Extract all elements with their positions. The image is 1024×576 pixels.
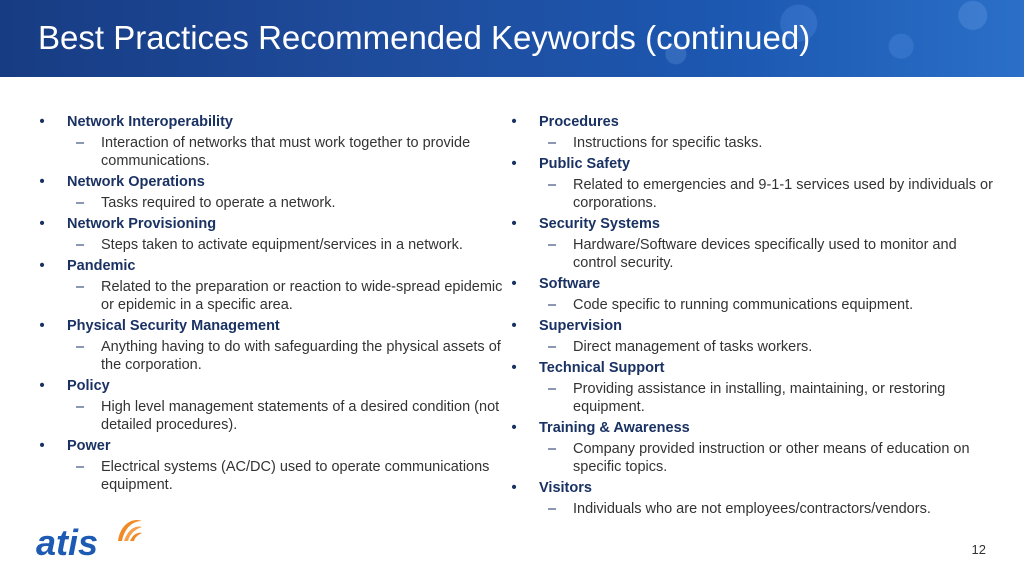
dash-icon: – bbox=[548, 501, 557, 517]
bullet-icon: • bbox=[511, 420, 517, 436]
keyword-description-text: Interaction of networks that must work together to provide communications. bbox=[101, 135, 471, 169]
bullet-icon: • bbox=[511, 156, 517, 172]
keyword-description-text: Hardware/Software devices specifically used to monitor and control security. bbox=[573, 237, 957, 271]
keyword-description bbox=[508, 500, 998, 518]
dash-icon: – bbox=[548, 237, 557, 253]
dash-icon: – bbox=[76, 339, 85, 355]
keyword-description-text: Related to the preparation or reaction to wide-spread epidemic or epidemic in a specific area. bbox=[101, 279, 503, 313]
keyword-description bbox=[36, 194, 506, 212]
keyword-description bbox=[36, 236, 506, 254]
keyword-description bbox=[508, 176, 998, 212]
keyword-description-text: Anything having to do with safeguarding the physical assets of the corporation. bbox=[101, 339, 501, 373]
bullet-icon: • bbox=[511, 360, 517, 376]
keyword-description-text: Individuals who are not employees/contractors/vendors. bbox=[573, 501, 931, 517]
keyword-term bbox=[508, 155, 998, 173]
keyword-term-label: Technical Support bbox=[539, 360, 665, 376]
keyword-description bbox=[36, 338, 506, 374]
keyword-term bbox=[508, 359, 998, 377]
right-keyword-list bbox=[508, 110, 998, 518]
keyword-term-label: Pandemic bbox=[67, 258, 136, 274]
dash-icon: – bbox=[76, 135, 85, 151]
keyword-term-label: Supervision bbox=[539, 318, 622, 334]
keyword-description bbox=[508, 440, 998, 476]
keyword-description bbox=[36, 398, 506, 434]
keyword-description-text: Electrical systems (AC/DC) used to operate communications equipment. bbox=[101, 459, 490, 493]
keyword-term-label: Software bbox=[539, 276, 601, 292]
keyword-term bbox=[508, 275, 998, 293]
dash-icon: – bbox=[548, 135, 557, 151]
title-banner bbox=[0, 0, 1024, 77]
keyword-term bbox=[508, 479, 998, 497]
keyword-term-label: Training & Awareness bbox=[539, 420, 690, 436]
bullet-icon: • bbox=[39, 174, 45, 190]
dash-icon: – bbox=[548, 339, 557, 355]
dash-icon: – bbox=[548, 297, 557, 313]
atis-logo bbox=[36, 515, 146, 560]
keyword-description-text: Company provided instruction or other means of education on specific topics. bbox=[573, 441, 970, 475]
keyword-description-text: Tasks required to operate a network. bbox=[101, 195, 336, 211]
bullet-icon: • bbox=[39, 438, 45, 454]
keyword-term-label: Policy bbox=[67, 378, 110, 394]
keyword-term bbox=[508, 317, 998, 335]
keyword-term bbox=[36, 317, 506, 335]
keyword-description-text: Instructions for specific tasks. bbox=[573, 135, 763, 151]
keyword-term-label: Physical Security Management bbox=[67, 318, 280, 334]
keyword-description-text: Related to emergencies and 9-1-1 services used by individuals or corporations. bbox=[573, 177, 993, 211]
dash-icon: – bbox=[548, 381, 557, 397]
keyword-description-text: Providing assistance in installing, maintaining, or restoring equipment. bbox=[573, 381, 946, 415]
dash-icon: – bbox=[76, 195, 85, 211]
keyword-term bbox=[36, 173, 506, 191]
logo-wordmark: atis bbox=[36, 522, 99, 560]
bullet-icon: • bbox=[39, 114, 45, 130]
keyword-term-label: Network Interoperability bbox=[67, 114, 233, 130]
keyword-term-label: Visitors bbox=[539, 480, 592, 496]
bullet-icon: • bbox=[39, 318, 45, 334]
keyword-description bbox=[508, 236, 998, 272]
page-number: 12 bbox=[971, 542, 986, 557]
keyword-description bbox=[508, 338, 998, 356]
keyword-description bbox=[36, 278, 506, 314]
dash-icon: – bbox=[548, 441, 557, 457]
slide-title: Best Practices Recommended Keywords (continued) bbox=[38, 19, 811, 56]
keyword-term-label: Power bbox=[67, 438, 111, 454]
keyword-term bbox=[508, 419, 998, 437]
keyword-term bbox=[36, 257, 506, 275]
keyword-term bbox=[508, 215, 998, 233]
keyword-term-label: Security Systems bbox=[539, 216, 660, 232]
bullet-icon: • bbox=[511, 318, 517, 334]
bullet-icon: • bbox=[511, 114, 517, 130]
keyword-description-text: Direct management of tasks workers. bbox=[573, 339, 813, 355]
keyword-term bbox=[36, 377, 506, 395]
dash-icon: – bbox=[76, 237, 85, 253]
dash-icon: – bbox=[76, 279, 85, 295]
dash-icon: – bbox=[548, 177, 557, 193]
logo-swirl-icon bbox=[118, 520, 142, 541]
bullet-icon: • bbox=[39, 378, 45, 394]
keyword-term-label: Procedures bbox=[539, 114, 619, 130]
keyword-term-label: Public Safety bbox=[539, 156, 631, 172]
keyword-term-label: Network Operations bbox=[67, 174, 205, 190]
bullet-icon: • bbox=[39, 216, 45, 232]
keyword-description bbox=[508, 296, 998, 314]
keyword-term bbox=[36, 437, 506, 455]
bullet-icon: • bbox=[511, 480, 517, 496]
bullet-icon: • bbox=[511, 276, 517, 292]
keyword-description bbox=[508, 380, 998, 416]
keyword-description bbox=[36, 134, 506, 170]
dash-icon: – bbox=[76, 399, 85, 415]
keyword-term bbox=[36, 215, 506, 233]
keyword-description bbox=[36, 458, 506, 494]
left-keyword-list bbox=[36, 110, 506, 494]
keyword-description-text: Steps taken to activate equipment/services in a network. bbox=[101, 237, 463, 253]
keyword-term bbox=[508, 113, 998, 131]
bullet-icon: • bbox=[511, 216, 517, 232]
keyword-term-label: Network Provisioning bbox=[67, 216, 217, 232]
keyword-description-text: Code specific to running communications equipment. bbox=[573, 297, 914, 313]
keyword-description-text: High level management statements of a desired condition (not detailed procedures). bbox=[101, 399, 500, 433]
keyword-description bbox=[508, 134, 998, 152]
keyword-term bbox=[36, 113, 506, 131]
bullet-icon: • bbox=[39, 258, 45, 274]
dash-icon: – bbox=[76, 459, 85, 475]
